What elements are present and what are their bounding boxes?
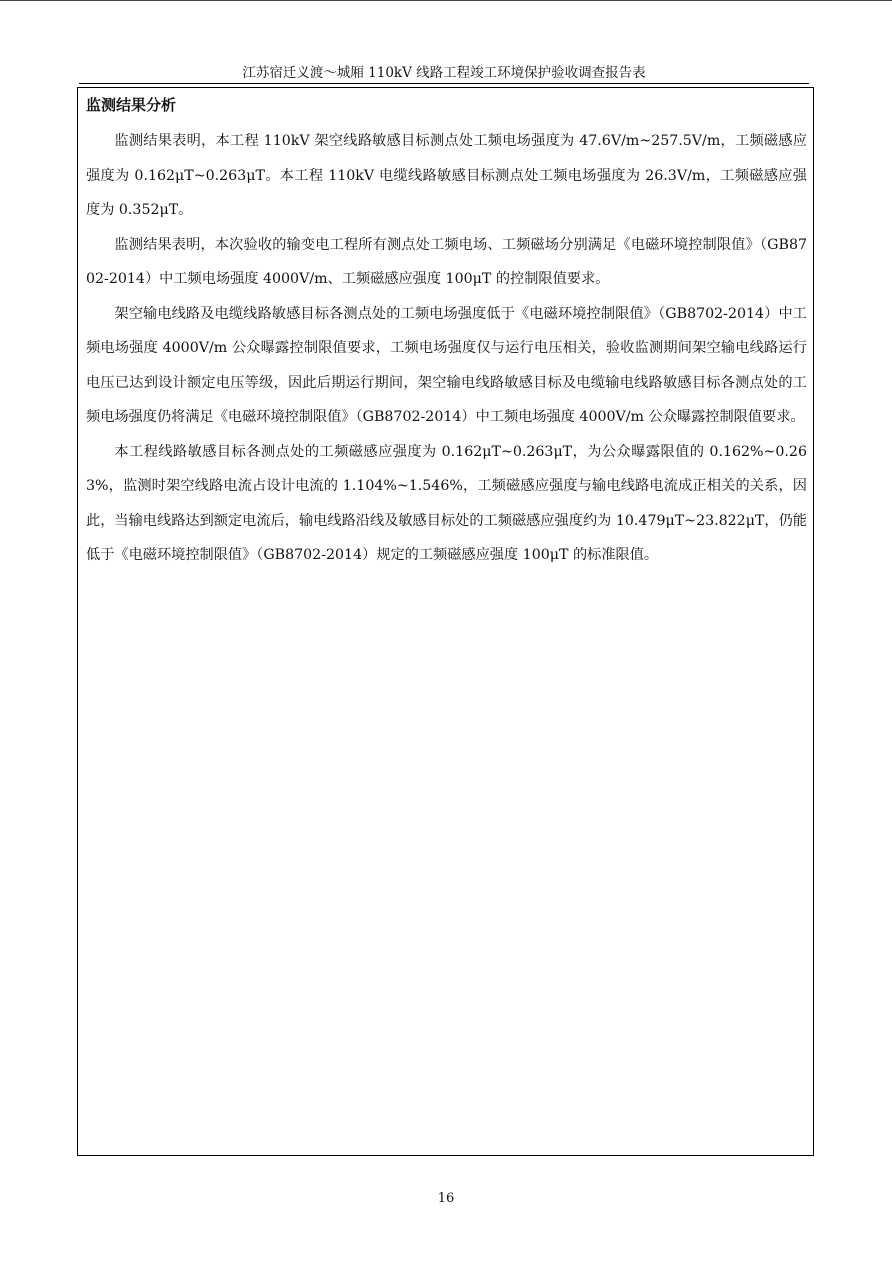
paragraph-magnetic-field-analysis: 本工程线路敏感目标各测点处的工频磁感应强度为 0.162μT~0.263μT，为公众曝露限值的 0.162%~0.263%，监测时架空线路电流占设计电流的 1.104%~1.546%，工频磁感应强度与输电线路电流成正相关的关系，因此，当输电线路达到额定电流后，输电线路沿线及敏感目标处的工频磁感应强度约为 10.479μT~23.822μT，仍能低于《电磁环境控制限值》（GB8702-2014）规定的工频磁感应强度 100μT 的标准限值。 bbox=[86, 443, 807, 563]
report-content bbox=[86, 94, 807, 573]
paragraph-monitoring-results: 监测结果表明，本工程 110kV 架空线路敏感目标测点处工频电场强度为 47.6V/m~257.5V/m，工频磁感应强度为 0.162μT~0.263μT。本工程 110kV 电缆线路敏感目标测点处工频电场强度为 26.3V/m，工频磁感应强度为 0.352μT。 bbox=[86, 133, 807, 218]
section-title: 监测结果分析 bbox=[86, 96, 177, 114]
page-number: 16 bbox=[437, 1191, 455, 1206]
paragraph-electric-field-analysis: 架空输电线路及电缆线路敏感目标各测点处的工频电场强度低于《电磁环境控制限值》（GB8702-2014）中工频电场强度 4000V/m 公众曝露控制限值要求，工频电场强度仅与运行电压相关，验收监测期间架空输电线路运行电压已达到设计额定电压等级，因此后期运行期间，架空输电线路敏感目标及电缆输电线路敏感目标各测点处的工频电场强度仍将满足《电磁环境控制限值》（GB8702-2014）中工频电场强度 4000V/m 公众曝露控制限值要求。 bbox=[86, 305, 807, 425]
page-top-border bbox=[0, 0, 892, 1]
paragraph-compliance: 监测结果表明，本次验收的输变电工程所有测点处工频电场、工频磁场分别满足《电磁环境控制限值》（GB8702-2014）中工频电场强度 4000V/m、工频磁感应强度 100μT 的控制限值要求。 bbox=[86, 236, 807, 287]
page-header-title: 江苏宿迁义渡～城厢 110kV 线路工程竣工环境保护验收调查报告表 bbox=[242, 65, 646, 81]
header-rule bbox=[79, 83, 809, 84]
report-table-frame bbox=[77, 87, 814, 1156]
